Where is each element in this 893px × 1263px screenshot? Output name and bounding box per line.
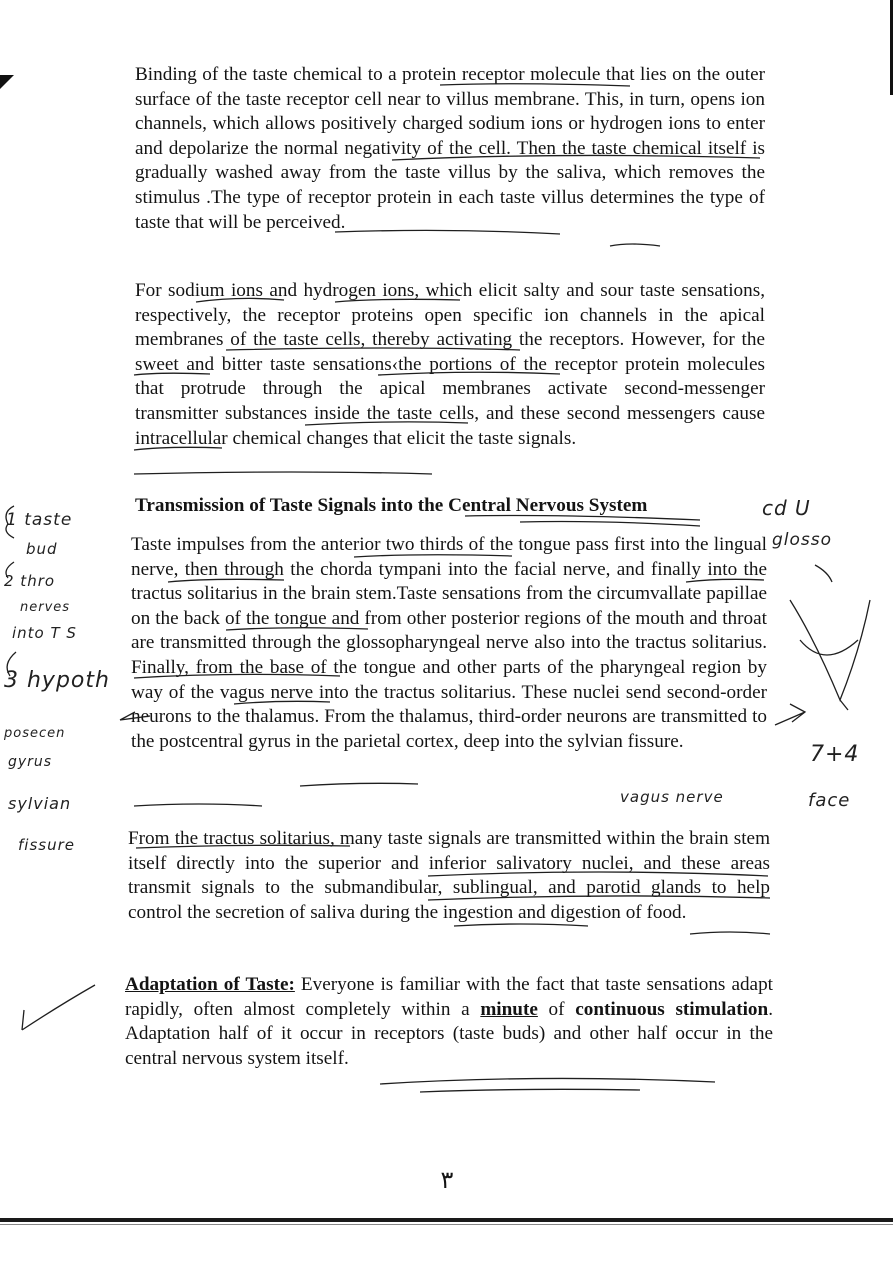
note-postcentral: posecen [4,726,66,741]
page-number: ٣ [440,1168,454,1194]
minute-term: minute [480,998,538,1020]
note-bud: bud [26,540,58,558]
paragraph-adaptation [125,973,773,1071]
note-glosso: glosso [772,530,833,550]
adaptation-text-c: of [537,998,576,1020]
continuous-stimulation-term: continuous stimulation [575,998,769,1020]
note-gyrus: gyrus [8,754,53,770]
underline-nervous-system-2 [420,1089,640,1092]
paragraph-taste-pathway: Taste impulses from the anterior two thirds of the tongue pass first into the lingual nerve, then through the chorda tympani into the facial nerve, and finally into the tractus solitarius in the brain stem.Taste sensations from the circumvallate papillae on the back of the tongue and from other posterior regions of the mouth and throat are transmitted through the glossopharyngeal nerve also into the tractus solitarius. Finally, from the base of the tongue and other parts of the pharyngeal region by way of the vagus nerve into the tractus solitarius. These nuclei send second-order neurons to the thalamus. From the thalamus, third-order neurons are transmitted to the postcentral gyrus in the parietal cortex, deep into the sylvian fissure. [131,534,767,752]
tongue-sketch [790,600,870,710]
paragraph-salivary-reflex: From the tractus solitarius, many taste signals are transmitted within the brain stem itself directly into the superior and inferior salivatory nuclei, and these areas transmit signals to the submandibular, sublingual, and parotid glands to help control the secretion of saliva during the ingestion and digestion of food. [128,828,770,923]
note-taste: 1 taste [6,510,73,530]
note-sylvian: sylvian [8,794,72,813]
arrow-to-vagus [775,704,805,725]
note-into-ts: into T S [12,624,77,642]
paragraph-ion-channels: For sodium ions and hydrogen ions, which elicit salty and sour taste sensations, respectively, the receptor proteins open specific ion channels in the apical membranes of the taste cells, thereby activating the receptors. However, for the sweet and bitter taste sensations‹the portions of the receptor protein molecules that protrude through the apical membranes activate second-messenger transmitter substances inside the taste cells, and these second messengers cause intracellular chemical changes that elicit the taste signals. [135,280,765,449]
note-face: face [808,790,851,811]
note-seven-four: 7+4 [810,742,860,767]
margin-arrow-mark [0,75,14,89]
adaptation-text-e: . Adaptation half of it occur in receptors (taste buds) and other half occur in the central nervous system itself. [125,998,773,1069]
note-nerves: nerves [20,600,71,615]
underline-ingestion [690,932,770,934]
note-vagus: vagus nerve [620,788,724,806]
bottom-rule-thin [0,1224,893,1225]
section-heading: Transmission of Taste Signals into the Central Nervous System [135,495,648,516]
underline-changes [134,472,432,474]
note-thro: 2 thro [4,572,56,590]
check-mark [22,985,95,1030]
underline-sylvian [134,804,262,806]
underline-postcentral [300,783,418,786]
paragraph-receptor-binding: Binding of the taste chemical to a protein receptor molecule that lies on the outer surface of the taste receptor cell near to villus membrane. This, in turn, opens ion channels, which allows positively charged sodium ions or hydrogen ions to enter and depolarize the normal negativity of the cell. Then the taste chemical itself is gradually washed away from the taste villus by the saliva, which removes the stimulus .The type of receptor protein in each taste villus determines the type of taste that will be perceived. [135,64,765,233]
adaptation-term: Adaptation of Taste: [125,974,295,995]
note-hypoth: 3 hypoth [4,668,110,693]
note-cd: cd U [762,496,811,520]
scan-edge-mark [884,0,893,95]
head-sketch [815,565,832,582]
underline-nervous-system [380,1078,715,1084]
note-fissure: fissure [18,836,75,854]
wave-perceived [610,244,660,246]
bottom-rule [0,1218,893,1222]
adaptation-text-a: Everyone is familiar with the fact that taste sensations adapt rapidly, often almost completely within a [125,974,773,1020]
